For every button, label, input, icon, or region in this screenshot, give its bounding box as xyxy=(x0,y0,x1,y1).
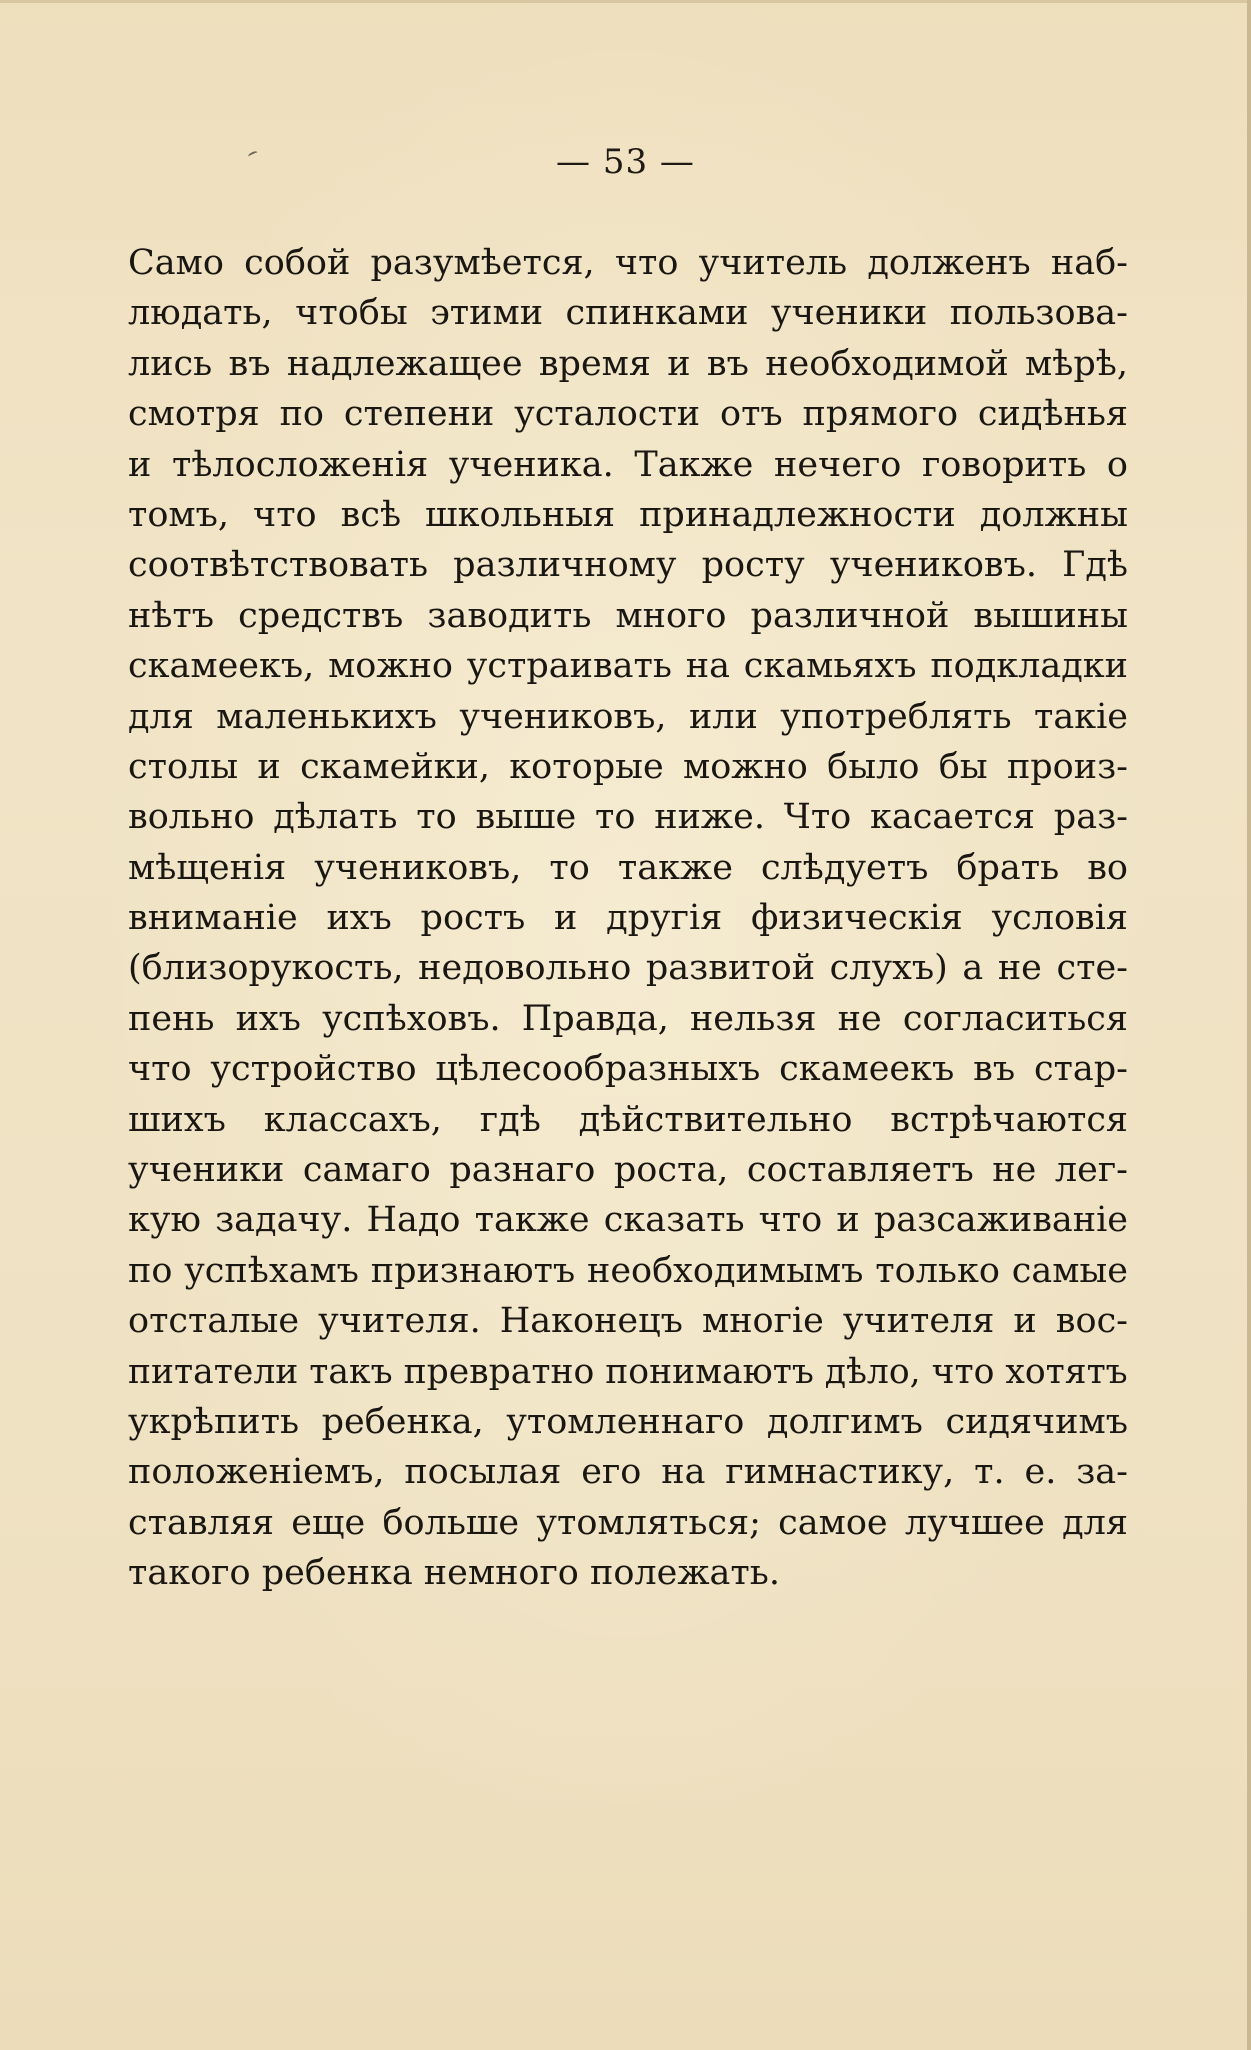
text-line: вольно дѣлать то выше то ниже. Что касается раз- xyxy=(128,797,1128,838)
text-line: Само собой разумѣется, что учитель долженъ наб- xyxy=(128,243,1128,283)
text-line: пень ихъ успѣховъ. Правда, нельзя не согласиться xyxy=(128,998,1128,1039)
text-line: питатели такъ превратно понимаютъ дѣло, что хотятъ xyxy=(128,1351,1128,1392)
page-right-edge xyxy=(1247,0,1251,2050)
page-top-edge xyxy=(0,0,1251,3)
text-line: нѣтъ средствъ заводить много различной вышины xyxy=(128,595,1128,636)
text-line: столы и скамейки, которые можно было бы произ- xyxy=(128,746,1128,787)
text-line: (близорукость, недовольно развитой слухъ) а не сте- xyxy=(128,948,1128,989)
text-line: укрѣпить ребенка, утомленнаго долгимъ сидячимъ xyxy=(128,1401,1128,1442)
text-line: и тѣлосложенія ученика. Также нечего говорить о xyxy=(128,444,1128,485)
text-line: соотвѣтствовать различному росту учениковъ. Гдѣ xyxy=(128,545,1128,586)
text-line: по успѣхамъ признаютъ необходимымъ только самые xyxy=(128,1250,1128,1291)
body-paragraph xyxy=(128,238,1128,1599)
text-line: мѣщенія учениковъ, то также слѣдуетъ брать во xyxy=(128,847,1128,888)
text-line: скамеекъ, можно устраивать на скамьяхъ подкладки xyxy=(128,646,1128,687)
text-line: отсталые учителя. Наконецъ многіе учителя и вос- xyxy=(128,1301,1128,1342)
text-line: томъ, что всѣ школьныя принадлежности должны xyxy=(128,494,1128,535)
text-line: людать, чтобы этими спинками ученики пользова- xyxy=(128,293,1128,334)
text-line: ученики самаго разнаго роста, составляетъ не лег- xyxy=(128,1150,1128,1191)
text-line: шихъ классахъ, гдѣ дѣйствительно встрѣчаются xyxy=(128,1099,1128,1140)
page-number: — 53 — xyxy=(556,142,695,182)
text-line: кую задачу. Надо также сказать что и разсаживаніе xyxy=(128,1200,1128,1241)
text-line: лись въ надлежащее время и въ необходимой мѣрѣ, xyxy=(128,343,1128,384)
text-line: ставляя еще больше утомляться; самое лучшее для xyxy=(128,1502,1128,1543)
text-line: такого ребенка немного полежать. xyxy=(128,1553,780,1594)
text-line: что устройство цѣлесообразныхъ скамеекъ въ стар- xyxy=(128,1049,1128,1090)
text-line: вниманіе ихъ ростъ и другія физическія условія xyxy=(128,898,1128,939)
text-line: смотря по степени усталости отъ прямого сидѣнья xyxy=(128,394,1128,435)
text-line: для маленькихъ учениковъ, или употреблять такіе xyxy=(128,696,1128,737)
text-line: положеніемъ, посылая его на гимнастику, т. е. за- xyxy=(128,1452,1128,1493)
